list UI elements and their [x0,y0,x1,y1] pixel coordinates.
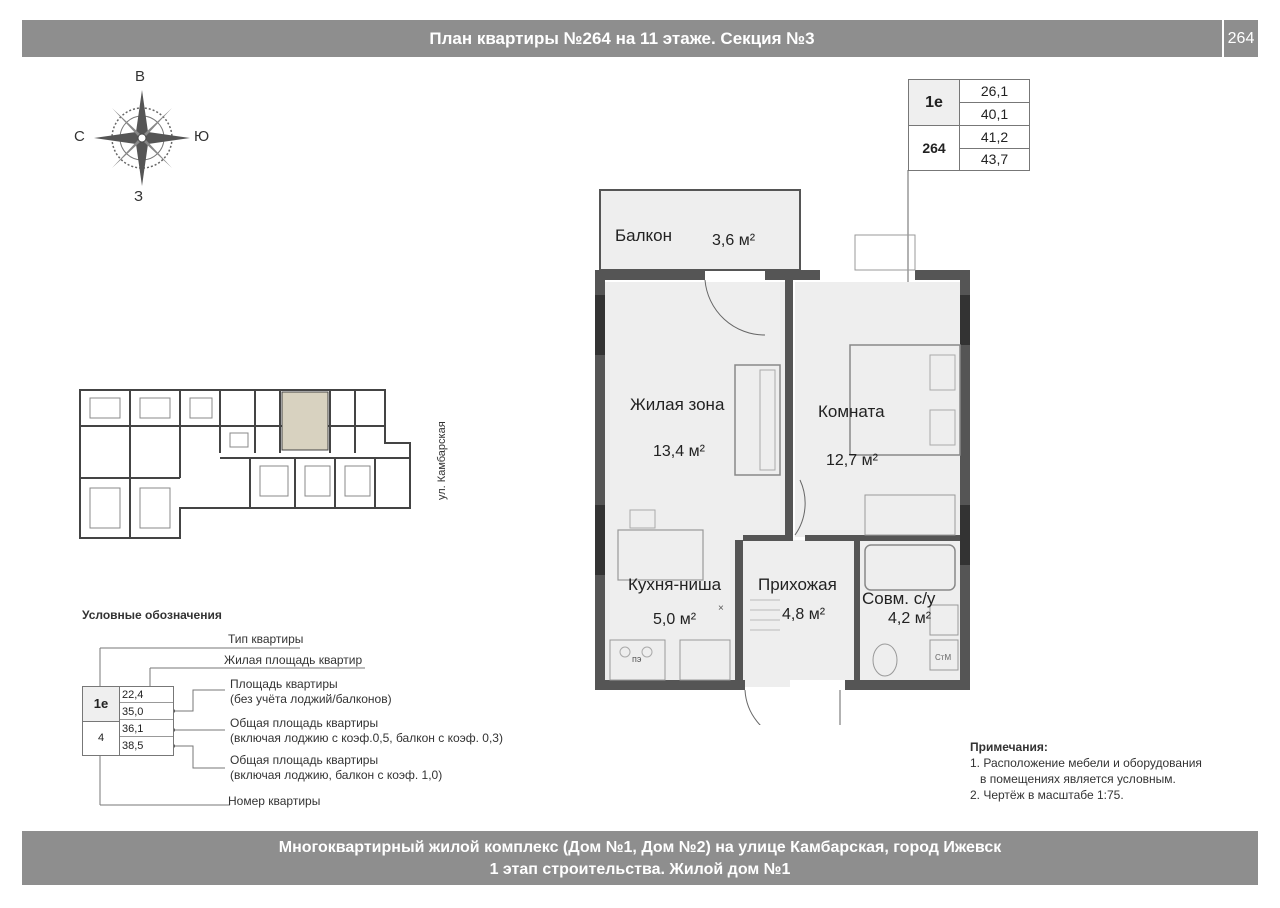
apartment-type: 1е [909,80,960,126]
balcony-area-value: 3,6 м² [712,232,756,249]
legend-item-number: Номер квартиры [228,794,321,808]
compass-east-label: Ю [194,128,210,145]
legend-sample-number: 4 [83,722,120,755]
bathroom-label: Совм. с/у [862,589,936,608]
legend-item-total-coef-note: (включая лоджию с коэф.0,5, балкон с коэф. 0,3) [230,731,503,745]
street-label: ул. Камбарская [436,421,448,500]
legend-sample-type: 1е [83,687,120,722]
page-title: План квартиры №264 на 11 этаже. Секция №3 [22,20,1222,57]
footer-line-2: 1 этап строительства. Жилой дом №1 [489,861,791,878]
entry-door-swing [745,690,785,725]
notes-title: Примечания: [970,740,1048,754]
bathroom-area-value: 4,2 м² [888,610,932,627]
room-area-value: 12,7 м² [826,452,878,469]
vent-mark: × [718,603,724,614]
compass-north-label: В [135,68,146,85]
notes-line-1: 1. Расположение мебели и оборудования [970,756,1202,770]
compass-south-label: З [134,188,144,205]
notes-line-2: в помещениях является условным. [980,772,1176,786]
total-area-full-value: 43,7 [980,151,1009,167]
legend-item-type: Тип квартиры [228,632,304,646]
living-zone-label: Жилая зона [630,395,725,414]
apartment-number: 264 [909,126,960,170]
legend-sample-value-3: 36,1 [120,721,173,737]
legend-item-living-area: Жилая площадь квартир [224,653,363,667]
compass-rose-icon [92,88,192,188]
area-without-balconies-value: 40,1 [960,103,1029,126]
legend-sample-value-1: 22,4 [120,687,173,703]
legend-sample-table [82,686,174,756]
balcony-label: Балкон [615,226,673,245]
legend-sample-value-2: 35,0 [120,704,173,720]
apartment-info-table [908,79,1030,171]
page-number: 264 [1224,20,1258,57]
legend-item-total-coef: Общая площадь квартиры [230,716,379,730]
site-plan [70,378,420,548]
notes-line-3: 2. Чертёж в масштабе 1:75. [970,788,1124,802]
hallway-label: Прихожая [758,575,837,594]
living-zone-area-value: 13,4 м² [653,443,705,460]
footer-line-1: Многоквартирный жилой комплекс (Дом №1, Дом №2) на улице Камбарская, город Ижевск [278,839,1002,856]
hallway-area-value: 4,8 м² [782,606,826,623]
compass-west-label: С [74,128,85,145]
highlighted-apartment [282,392,328,450]
washer-label: СтМ [935,653,952,662]
legend-item-total-full: Общая площадь квартиры [230,753,379,767]
room-label: Комната [818,402,885,421]
stove-label: пэ [632,654,642,664]
total-area-coef-value: 41,2 [960,126,1029,149]
legend-item-total-full-note: (включая лоджию, балкон с коэф. 1,0) [230,768,443,782]
kitchen-area-value: 5,0 м² [653,611,697,628]
kitchen-label: Кухня-ниша [628,575,722,594]
legend-sample-value-4: 38,5 [122,740,144,752]
legend-item-area-note: (без учёта лоджий/балконов) [230,692,392,706]
legend-item-area: Площадь квартиры [230,677,338,691]
notes [970,739,1202,803]
living-area-value: 26,1 [960,80,1029,103]
floor-plan [590,185,990,725]
footer-banner [22,831,1258,885]
legend-title: Условные обозначения [82,608,222,622]
